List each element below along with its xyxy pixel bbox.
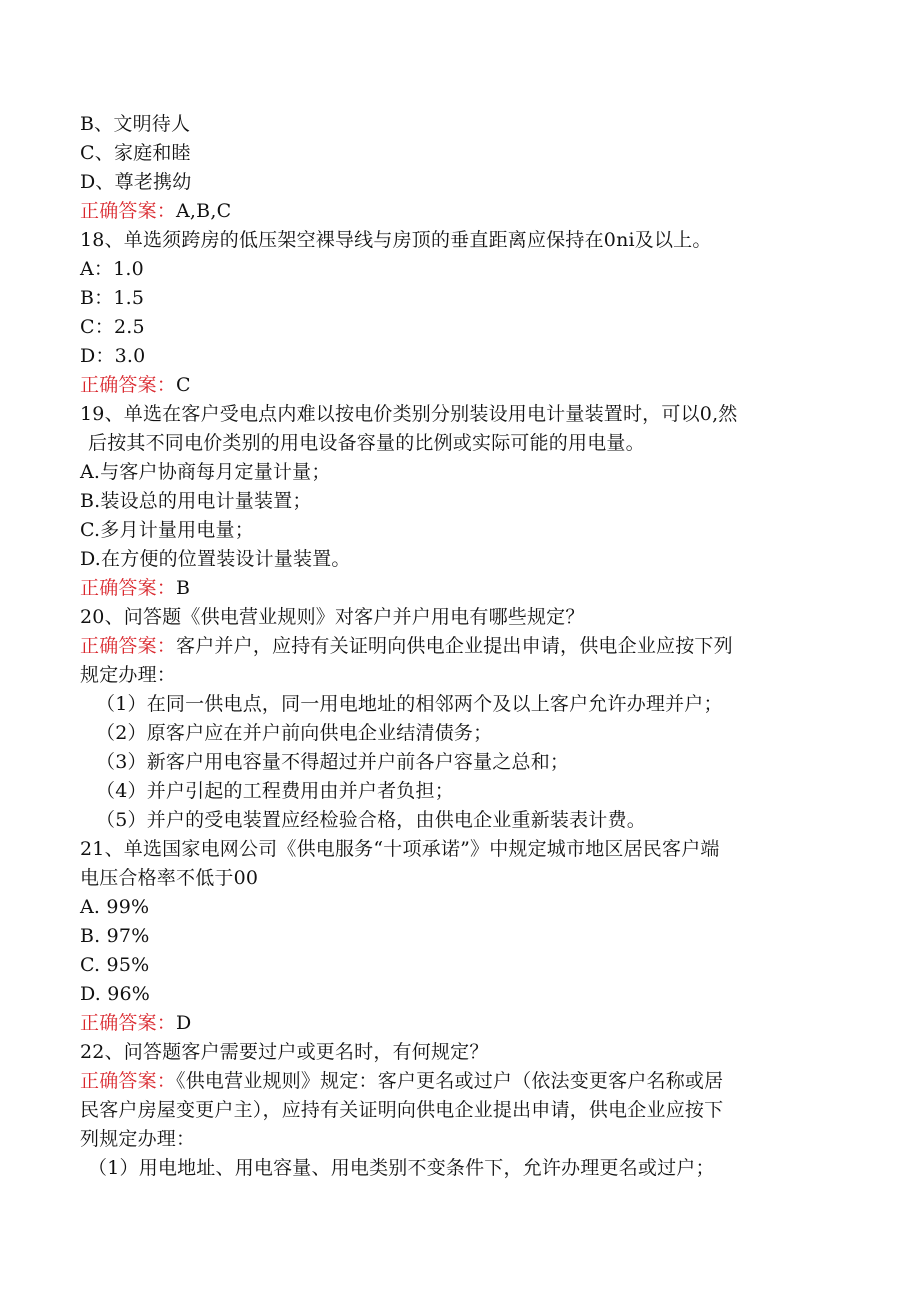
q17-option-d: D、尊老携幼	[80, 171, 192, 193]
q21-option-b: B. 97%	[80, 925, 150, 947]
q18-option-c: C：2.5	[80, 316, 145, 338]
q19-option-a: A.与客户协商每月定量计量；	[80, 461, 331, 483]
answer-value: C	[176, 374, 191, 396]
q20-item-2: （2）原客户应在并户前向供电企业结清债务；	[96, 722, 493, 744]
answer-value: B	[176, 577, 191, 599]
q22-item-1: （1）用电地址、用电容量、用电类别不变条件下，允许办理更名或过户；	[88, 1157, 715, 1179]
q17-option-b: B、文明待人	[80, 113, 191, 135]
q19-option-d: D.在方便的位置装设计量装置。	[80, 548, 351, 570]
answer-text: 客户并户，应持有关证明向供电企业提出申请，供电企业应按下列	[176, 635, 733, 657]
q20-answer-cont: 规定办理：	[80, 664, 177, 686]
answer-label: 正确答案：	[80, 1070, 177, 1092]
answer-label: 正确答案：	[80, 374, 177, 396]
q20-item-1: （1）在同一供电点，同一用电地址的相邻两个及以上客户允许办理并户；	[96, 693, 723, 715]
q21-stem-line-2: 电压合格率不低于00	[80, 867, 259, 889]
answer-label: 正确答案：	[80, 1012, 177, 1034]
q19-answer	[80, 574, 190, 602]
q20-item-4: （4）并户引起的工程费用由并户者负担；	[96, 780, 454, 802]
q19-option-c: C.多月计量用电量；	[80, 519, 254, 541]
answer-label: 正确答案：	[80, 577, 177, 599]
q18-stem: 18、单选须跨房的低压架空裸导线与房顶的垂直距离应保持在0ni及以上。	[80, 229, 712, 251]
q19-stem-line-2: 后按其不同电价类别的用电设备容量的比例或实际可能的用电量。	[88, 432, 645, 454]
q22-answer-cont-2: 列规定办理：	[80, 1128, 196, 1150]
q18-option-a: A：1.0	[80, 258, 144, 280]
answer-label: 正确答案：	[80, 200, 177, 222]
q19-option-b: B.装设总的用电计量装置；	[80, 490, 312, 512]
q18-answer	[80, 371, 191, 399]
answer-label: 正确答案：	[80, 635, 177, 657]
q22-answer-cont-1: 民客户房屋变更户主），应持有关证明向供电企业提出申请，供电企业应按下	[80, 1099, 724, 1121]
q17-answer	[80, 197, 231, 225]
q20-answer	[80, 632, 733, 660]
q20-item-3: （3）新客户用电容量不得超过并户前各户容量之总和；	[96, 751, 570, 773]
q18-option-d: D：3.0	[80, 345, 146, 367]
q21-answer	[80, 1009, 191, 1037]
q20-item-5: （5）并户的受电装置应经检验合格，由供电企业重新装表计费。	[96, 809, 646, 831]
q21-option-c: C. 95%	[80, 954, 150, 976]
answer-value: D	[176, 1012, 192, 1034]
q22-answer	[80, 1067, 723, 1095]
q19-stem-line-1: 19、单选在客户受电点内难以按电价类别分别装设用电计量装置时，可以0,然	[80, 403, 738, 425]
q21-option-d: D. 96%	[80, 983, 151, 1005]
q20-stem: 20、问答题《供电营业规则》对客户并户用电有哪些规定？	[80, 606, 585, 628]
answer-value: A,B,C	[176, 200, 232, 222]
q21-option-a: A. 99%	[80, 896, 150, 918]
answer-text: 《供电营业规则》规定：客户更名或过户（依法变更客户名称或居	[176, 1070, 724, 1092]
q18-option-b: B：1.5	[80, 287, 145, 309]
q17-option-c: C、家庭和睦	[80, 142, 191, 164]
q22-stem: 22、问答题客户需要过户或更名时，有何规定？	[80, 1041, 489, 1063]
q21-stem-line-1: 21、单选国家电网公司《供电服务“十项承诺”》中规定城市地区居民客户端	[80, 838, 720, 860]
